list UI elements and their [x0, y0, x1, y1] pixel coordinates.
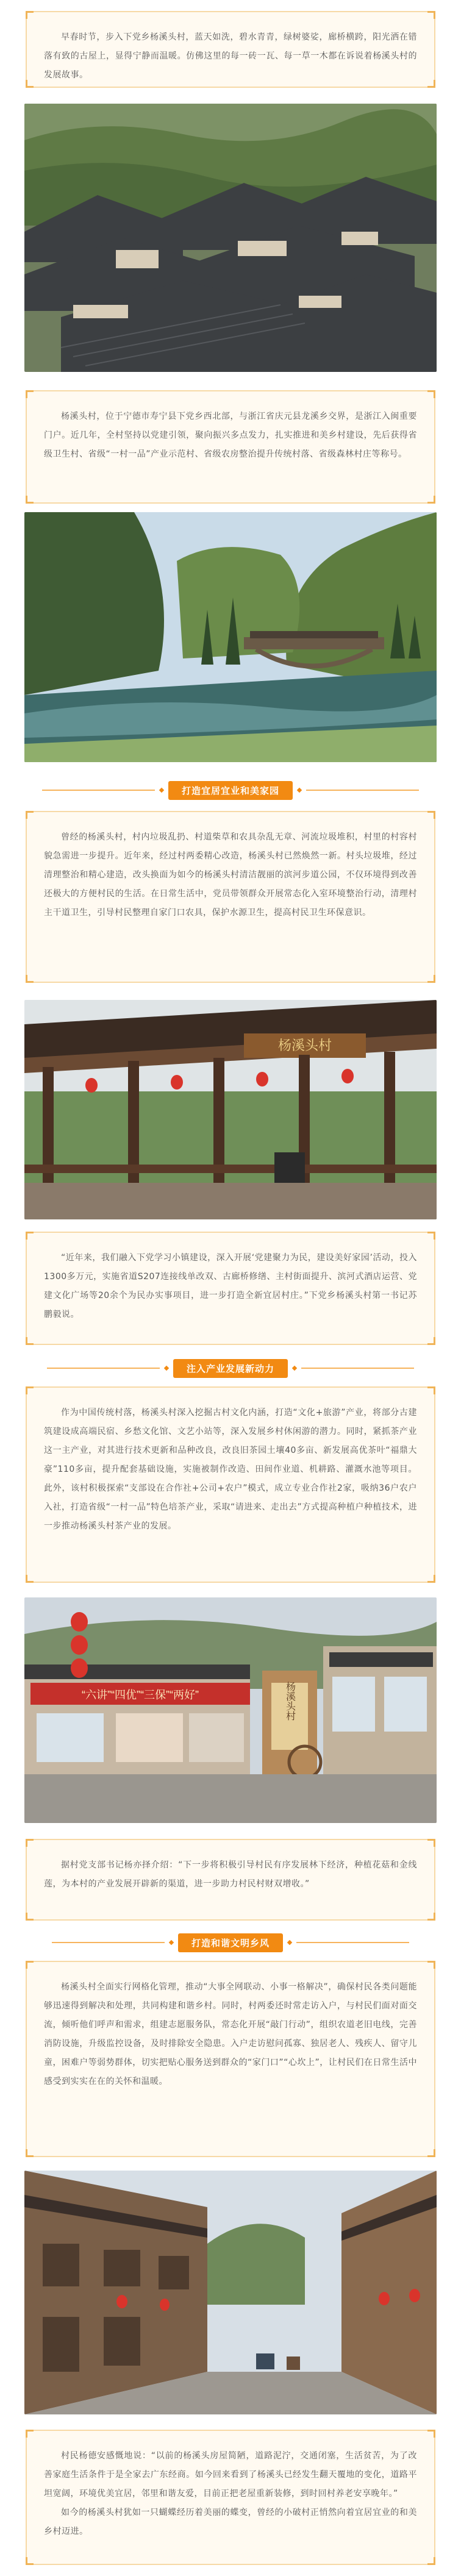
covered-bridge-image: [24, 1000, 437, 1219]
river-bridge-image: [24, 512, 437, 762]
closing-paragraph: 如今的杨溪头村犹如一只蝴蝶经历着美丽的蝶变，曾经的小破村正悄然向着宜居宜业的和美乡村迈进。: [44, 2508, 417, 2536]
forest-economy-box: [26, 1839, 435, 1921]
industry-box: [26, 1386, 435, 1583]
secretary-quote-paragraph: “近年来，我们融入下党学习小镇建设，深入开展‘党建聚力为民，建设美好家园’活动，投入1300多万元，实施省道S207连接线单改双、古廊桥修缮、主村街面提升、滨河式酒店运营、党建文化广场等20余个为民办实事项目，进一步打造全新宜居村庄。”下党乡杨溪头村第一书记苏鹏毅说。: [44, 1253, 417, 1319]
environment-box: [26, 811, 435, 983]
section-title-harmony: 打造和谐文明乡风: [178, 1933, 283, 1952]
villager-box: [26, 2430, 435, 2565]
quote-box: [26, 1232, 435, 1345]
village-street-image: [24, 2171, 437, 2414]
banner-text: “六讲”“四优”“三保”“两好”: [82, 1689, 199, 1701]
environment-paragraph: 曾经的杨溪头村，村内垃圾乱扔、村道柴草和农具杂乱无章、河流垃圾堆积，村里的村容村貌急需进一步提升。近年来，经过村两委精心改造，杨溪头村已然焕然一新。村头垃圾堆，经过清理整治和精心建造，改头换面为如今的杨溪头村清洁靓丽的滨河步道公园，不仅环境得到改善还极大的方便村民的生活。在日常生活中，党员带领群众开展常态化入室环境整治行动，清理村主干道卫生，引导村民整理自家门口农具，保护水源卫生，提高村民卫生环保意识。: [44, 832, 417, 918]
village-square-photo: [24, 1597, 437, 1823]
forest-economy-paragraph: 据村党支部书记杨亦择介绍：“下一步将积极引导村民有序发展林下经济，种植花菇和金线莲，为本村的产业发展开辟新的渠道，进一步助力村民村财双增收。”: [44, 1860, 417, 1889]
covered-bridge-photo: [24, 1000, 437, 1219]
village-rooftops-image: [24, 104, 437, 372]
village-rooftops-photo: [24, 104, 437, 372]
governance-paragraph: 杨溪头村全面实行网格化管理，推动“大事全网联动、小事一格解决”，确保村民各类问题能够迅速得到解决和处理，共同构建和谐乡村。同时，村两委还时常走访入户，与村民们面对面交流，倾听他们呼声和需求，组建志愿服务队，常态化开展“敲门行动”，组织农道老旧电线，完善消防设施，升级监控设备，及时排除安全隐患。入户走访慰问孤寡、独居老人、残疾人、留守儿童，困难户等弱势群体，切实把贴心服务送到群众的“家门口”“心坎上”，让村民们在日常生活中感受到实实在在的关怀和温暖。: [44, 1982, 417, 2086]
location-paragraph: 杨溪头村，位于宁德市寿宁县下党乡西北部，与浙江省庆元县龙溪乡交界，是浙江入闽重要门户。近几年，全村坚持以党建引领，聚向振兴多点发力，扎实推进和美乡村建设，先后获得省级卫生村、省级“一村一品”产业示范村、省级农房整治提升传统村落、省级森林村庄等称号。: [44, 412, 417, 459]
river-bridge-photo: [24, 512, 437, 762]
location-box: [26, 390, 435, 504]
section-heading-livable: [0, 780, 461, 800]
plaque-text: 杨溪头村: [284, 1682, 295, 1721]
village-square-image: [24, 1597, 437, 1823]
intro-box: [26, 11, 435, 88]
village-street-photo: [24, 2171, 437, 2414]
section-title-industry: 注入产业发展新动力: [173, 1359, 288, 1378]
governance-box: [26, 1961, 435, 2157]
section-title-livable: 打造宜居宜业和美家园: [168, 781, 293, 800]
section-heading-industry: [0, 1358, 461, 1378]
intro-paragraph: 早春时节，步入下党乡杨溪头村，蓝天如洗，碧水青青，绿树婆娑，廊桥横跨，阳光洒在错落有致的古屋上，显得宁静而温暖。仿佛这里的每一砖一瓦、每一草一木都在诉说着杨溪头村的发展故事。: [44, 32, 417, 80]
section-heading-harmony: [0, 1933, 461, 1952]
bridge-sign-text: 杨溪头村: [277, 1038, 332, 1053]
villager-quote-paragraph: 村民杨德安感慨地说：“以前的杨溪头房屋简陋，道路泥泞，交通闭塞，生活贫苦，为了改善家庭生活条件于是全家去广东经商。如今回来看到了杨溪头已经发生翻天覆地的变化，道路平坦宽阔，环境优美宜居，邻里和谐友爱，目前正把老屋重新装修，到时回村养老安享晚年。”: [44, 2451, 417, 2499]
industry-paragraph: 作为中国传统村落，杨溪头村深入挖掘古村文化内涵，打造“文化+旅游”产业，将部分古建筑建设成高端民宿、乡愁文化馆、文艺小站等，深入发展乡村休闲游的潜力。同时，紧抓茶产业这一主产业，对其进行技术更新和品种改良，改良旧茶园土壤40多亩、新发展高优茶叶“福鼎大豪”110多亩，提升配套基础设施，实施被制作改造、田间作业道、机耕路、灌溉水池等项目。此外，该村积极探索“支部设在合作社+公司+农户”模式，成立专业合作社2家，吸纳36户农户入社，打造省级“一村一品”特色培茶产业，采取“请进来、走出去”方式提高种植户种植技术，进一步推动杨溪头村茶产业的发展。: [44, 1408, 417, 1531]
